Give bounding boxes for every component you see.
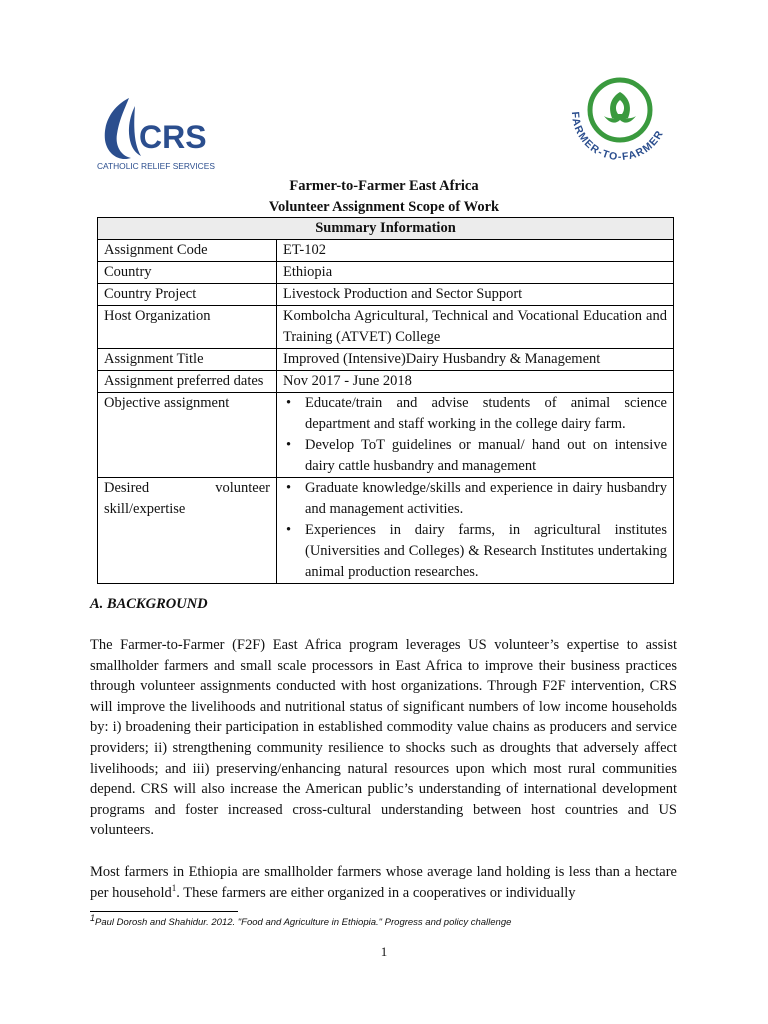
row-label: Country [98,262,277,284]
document-title: Farmer-to-Farmer East Africa [289,178,479,194]
document-subtitle: Volunteer Assignment Scope of Work [268,199,500,215]
list-item: • Develop ToT guidelines or manual/ hand out on intensive dairy cattle husbandry and management [305,435,667,477]
table-row [98,284,674,306]
paragraph-text: Most farmers in Ethiopia are smallholder farmers whose average land holding is less than a hectare per household [90,864,677,901]
row-value [277,478,674,584]
table-row [98,306,674,349]
objective-list [283,393,667,477]
row-label: Objective assignment [98,393,277,478]
table-row [98,240,674,262]
list-item: • Educate/train and advise students of animal science department and staff working in the college dairy farm. [305,393,667,435]
row-label: Host Organization [98,306,277,349]
section-heading: A. BACKGROUND [90,596,208,612]
footnote-divider [90,911,238,912]
crs-logo-text: CRS [139,119,207,155]
list-item: • Graduate knowledge/skills and experience in dairy husbandry and management activities. [305,478,667,520]
table-row [98,262,674,284]
row-value: ET-102 [277,240,674,262]
table-row [98,349,674,371]
crs-logo [95,92,215,176]
footnote-text: Paul Dorosh and Shahidur. 2012. "Food and Agriculture in Ethiopia." Progress and policy challenge [95,917,512,928]
row-value: Kombolcha Agricultural, Technical and Vocational Education and Training (ATVET) College [277,306,674,349]
footnote-ref: 1 [171,882,177,893]
row-label: Assignment preferred dates [98,371,277,393]
row-value: Ethiopia [277,262,674,284]
row-label: Desired volunteer skill/expertise [98,478,277,584]
summary-heading: Summary Information [98,218,674,240]
background-paragraph-2 [90,862,677,903]
row-value [277,393,674,478]
row-value: Improved (Intensive)Dairy Husbandry & Management [277,349,674,371]
row-value: Livestock Production and Sector Support [277,284,674,306]
crs-logo-subtitle: CATHOLIC RELIEF SERVICES [97,161,215,171]
farmer-to-farmer-ring-text: FARMER-TO-FARMER [568,111,667,164]
row-label: Country Project [98,284,277,306]
farmer-to-farmer-logo [560,72,680,182]
summary-table [97,217,674,584]
table-row [98,478,674,584]
summary-heading-row [98,218,674,240]
footnote-marker: 1 [90,912,96,923]
background-paragraph-1: The Farmer-to-Farmer (F2F) East Africa program leverages US volunteer’s expertise to assist smallholder farmers and small scale processors in East Africa to improve their business practices through volunteer assignments conducted with host organizations. Through F2F intervention, CRS will improve the livelihoods and nutritional status of significant numbers of low income households by: i) broadening their participation in established commodity value chains as producers and service providers; ii) strengthening community resilience to shocks such as droughts that adversely affect livelihoods; and iii) preserving/enhancing natural resources upon which most rural communities depend. CRS will also increase the American public’s understanding of international development programs and foster increased cross-cultural understanding between host countries and US volunteers. [90,637,677,839]
row-label: Assignment Title [98,349,277,371]
row-value: Nov 2017 - June 2018 [277,371,674,393]
paragraph-text: . These farmers are either organized in a cooperatives or individually [176,884,576,901]
table-row [98,393,674,478]
list-item: • Experiences in dairy farms, in agricultural institutes (Universities and Colleges) & Research Institutes undertaking animal production researches. [305,520,667,583]
row-label: Assignment Code [98,240,277,262]
skills-list [283,478,667,583]
footnote [90,912,512,928]
table-row [98,371,674,393]
page-number: 1 [380,944,388,959]
